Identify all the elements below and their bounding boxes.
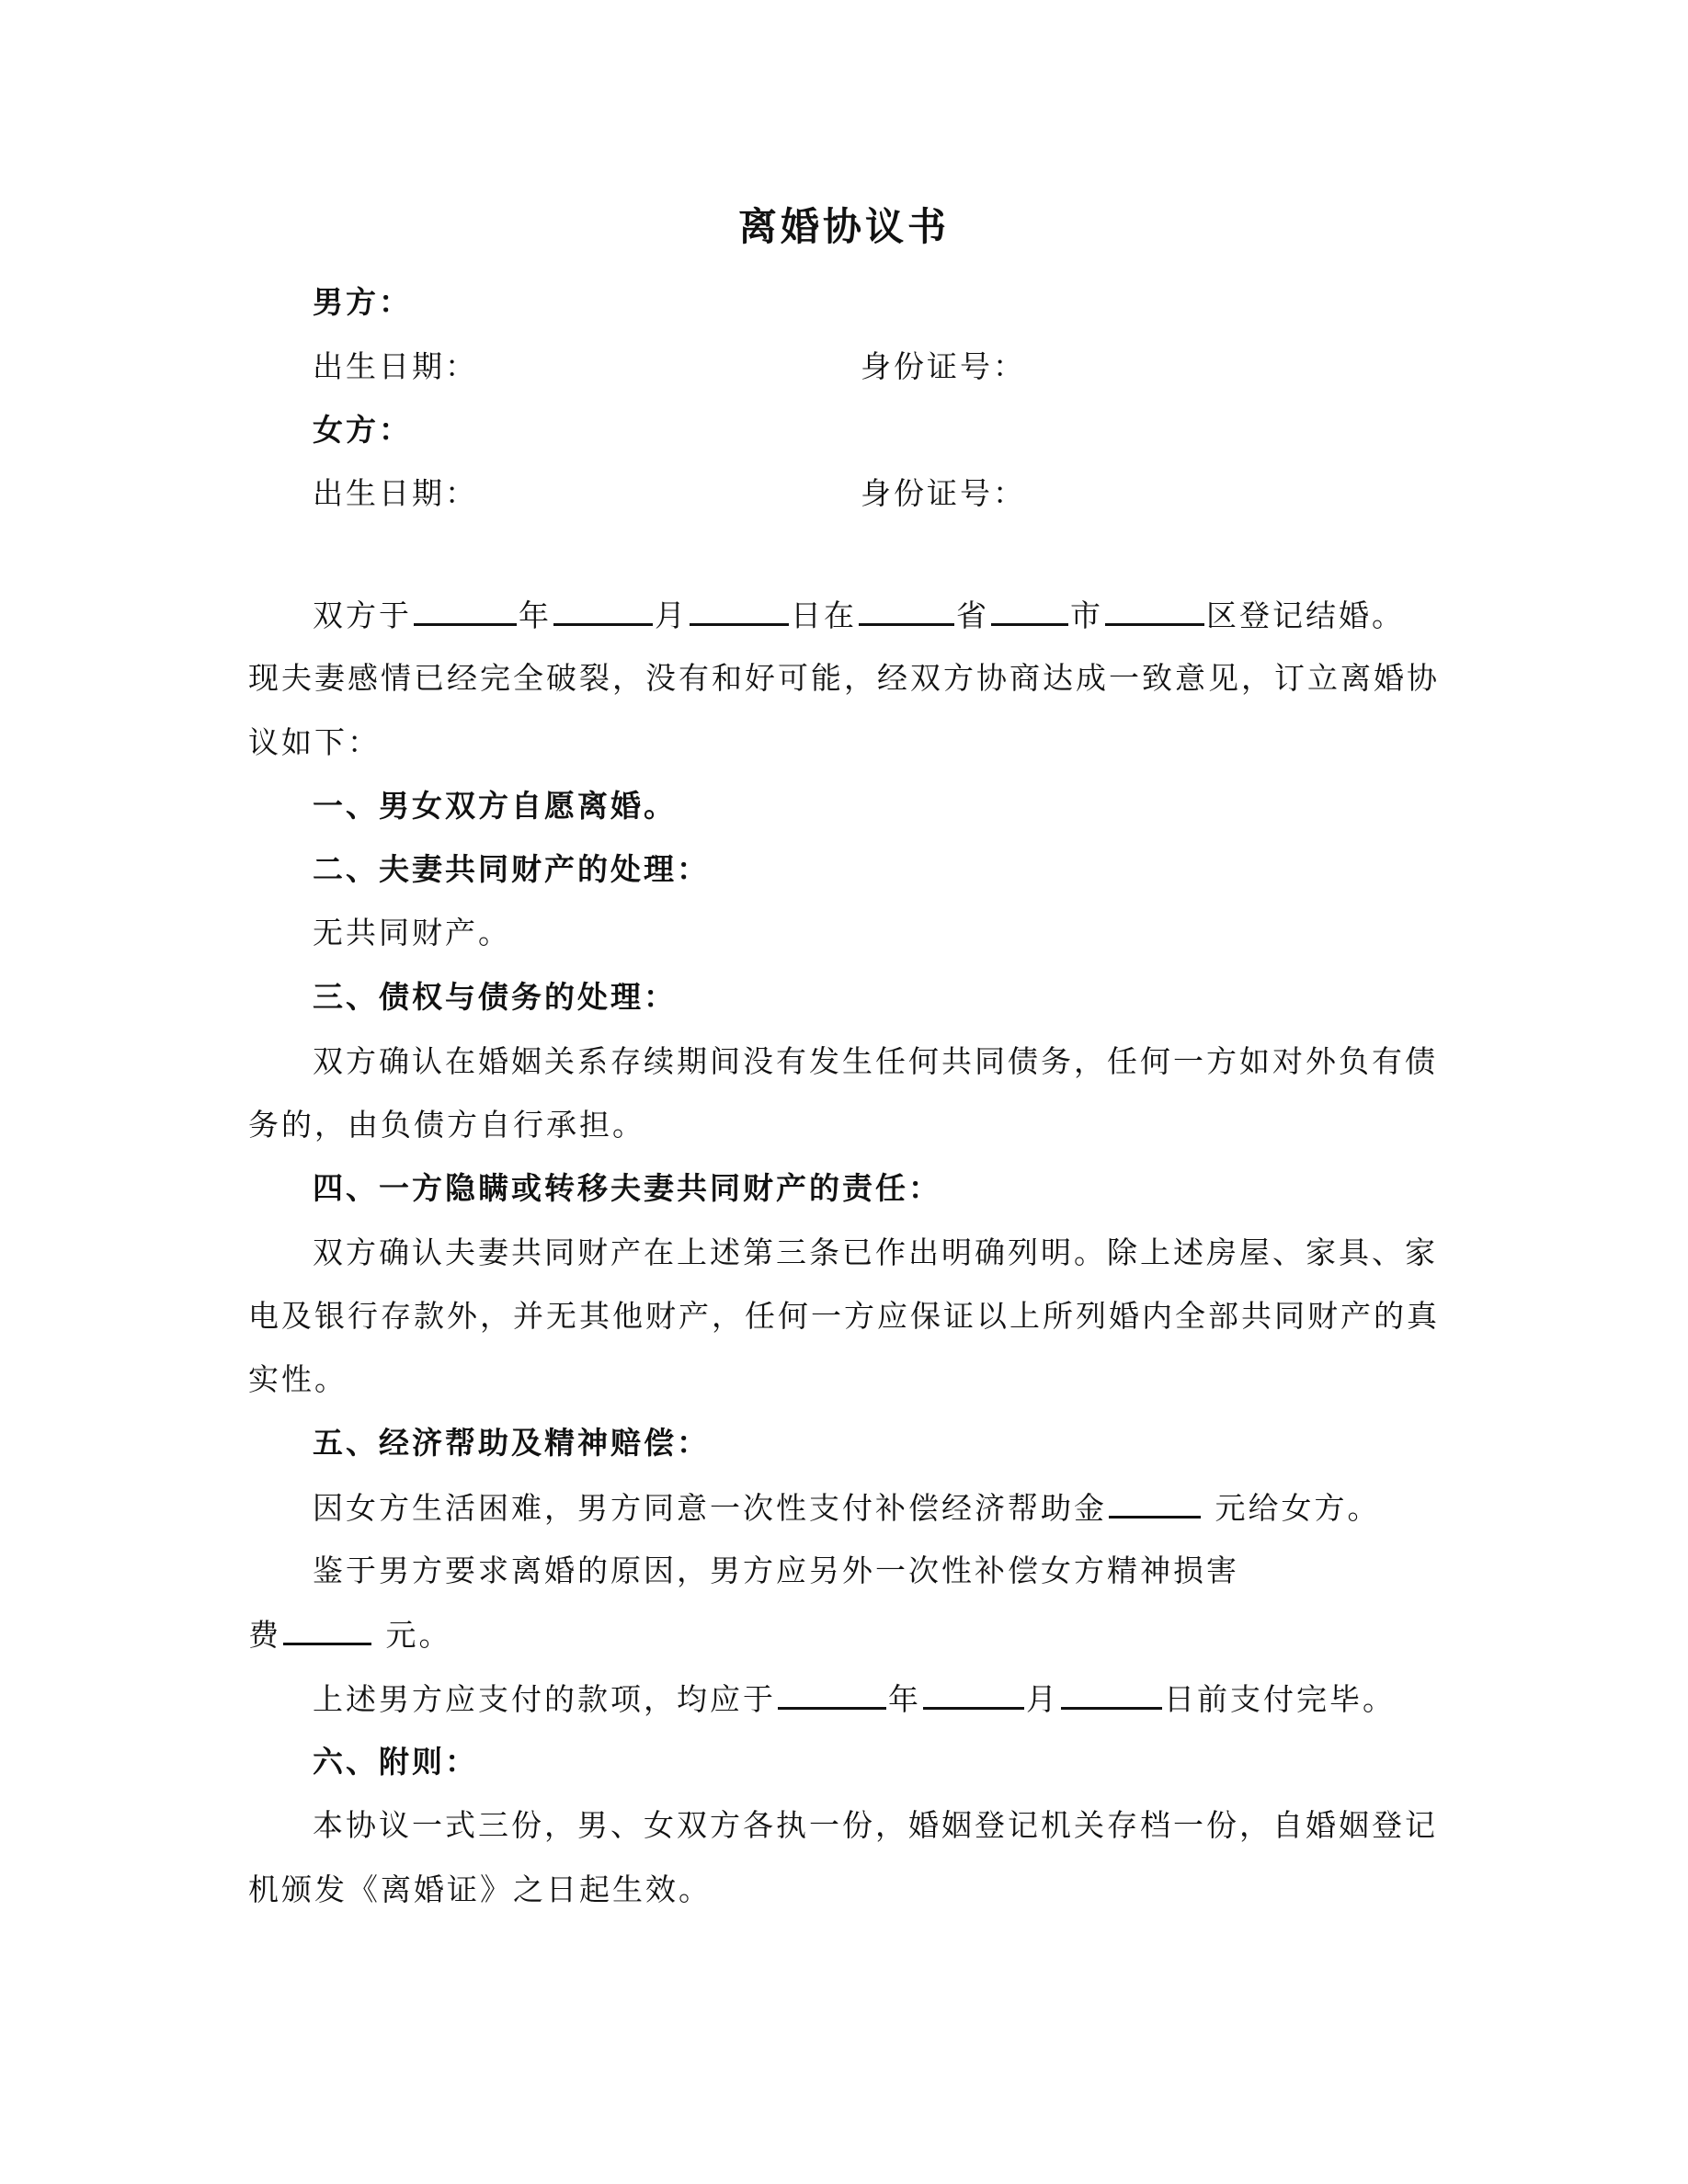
female-birth-label: 出生日期： — [313, 475, 478, 511]
female-label: 女方： — [313, 412, 412, 448]
payment-day-blank — [1061, 1679, 1162, 1710]
male-id-label: 身份证号： — [861, 348, 1026, 384]
month-text: 月 — [655, 597, 688, 633]
marriage-registration-line — [313, 596, 1405, 635]
section-4-heading: 四、一方隐瞒或转移夫妻共同财产的责任： — [313, 1170, 941, 1206]
section-3-heading: 三、债权与债务的处理： — [313, 979, 677, 1015]
section-6-heading: 六、附则： — [313, 1744, 478, 1780]
section-3-text: 务的，由负债方自行承担。 — [248, 1107, 645, 1143]
section-4-text: 双方确认夫妻共同财产在上述第三条已作出明确列明。除上述房屋、家具、家 — [313, 1234, 1438, 1270]
district-blank — [1105, 596, 1204, 626]
intro-paragraph-line: 现夫妻感情已经完全破裂，没有和好可能，经双方协商达成一致意见，订立离婚协 — [248, 660, 1440, 696]
male-birth-label: 出生日期： — [313, 348, 478, 384]
payment-year-blank — [778, 1679, 886, 1710]
city-blank — [991, 596, 1068, 626]
city-text: 市 — [1070, 597, 1103, 633]
help-amount-blank — [1109, 1488, 1201, 1519]
year-text: 年 — [519, 597, 552, 633]
section-5-help-line — [313, 1488, 1381, 1528]
payment-year-text: 年 — [888, 1681, 921, 1717]
section-2-heading: 二、夫妻共同财产的处理： — [313, 851, 710, 887]
section-1-heading: 一、男女双方自愿离婚。 — [313, 788, 677, 824]
male-label: 男方： — [313, 284, 412, 320]
damages-text: 费 — [248, 1617, 281, 1653]
section-4-text: 电及银行存款外，并无其他财产，任何一方应保证以上所列婚内全部共同财产的真 — [248, 1298, 1440, 1334]
page-title: 离婚协议书 — [737, 204, 950, 249]
section-5-damages-line — [248, 1615, 452, 1655]
damages-amount-blank — [283, 1615, 371, 1645]
day-blank — [690, 596, 789, 626]
month-blank — [553, 596, 653, 626]
payment-month-blank — [923, 1679, 1024, 1710]
section-6-text: 本协议一式三份，男、女双方各执一份，婚姻登记机关存档一份，自婚姻登记 — [313, 1807, 1438, 1843]
female-id-label: 身份证号： — [861, 475, 1026, 511]
section-4-text: 实性。 — [248, 1361, 348, 1397]
intro-text: 双方于 — [313, 597, 412, 633]
section-5-text: 鉴于男方要求离婚的原因，男方应另外一次性补偿女方精神损害 — [313, 1553, 1239, 1588]
payment-month-text: 月 — [1026, 1681, 1059, 1717]
province-blank — [859, 596, 954, 626]
section-2-text: 无共同财产。 — [313, 915, 511, 950]
section-3-text: 双方确认在婚姻关系存续期间没有发生任何共同债务，任何一方如对外负有债 — [313, 1043, 1438, 1079]
province-text: 省 — [956, 597, 989, 633]
section-5-payment-line — [313, 1679, 1396, 1719]
help-text-end: 元给女方。 — [1215, 1490, 1381, 1526]
section-5-heading: 五、经济帮助及精神赔偿： — [313, 1425, 710, 1461]
payment-text: 上述男方应支付的款项，均应于 — [313, 1681, 776, 1717]
payment-day-text: 日前支付完毕。 — [1164, 1681, 1396, 1717]
help-text: 因女方生活困难，男方同意一次性支付补偿经济帮助金 — [313, 1490, 1107, 1526]
year-blank — [414, 596, 517, 626]
section-6-text: 机颁发《离婚证》之日起生效。 — [248, 1871, 712, 1907]
district-text: 区登记结婚。 — [1206, 597, 1405, 633]
day-text: 日在 — [791, 597, 857, 633]
damages-text-end: 元。 — [385, 1617, 452, 1653]
intro-paragraph-line: 议如下： — [248, 724, 381, 760]
